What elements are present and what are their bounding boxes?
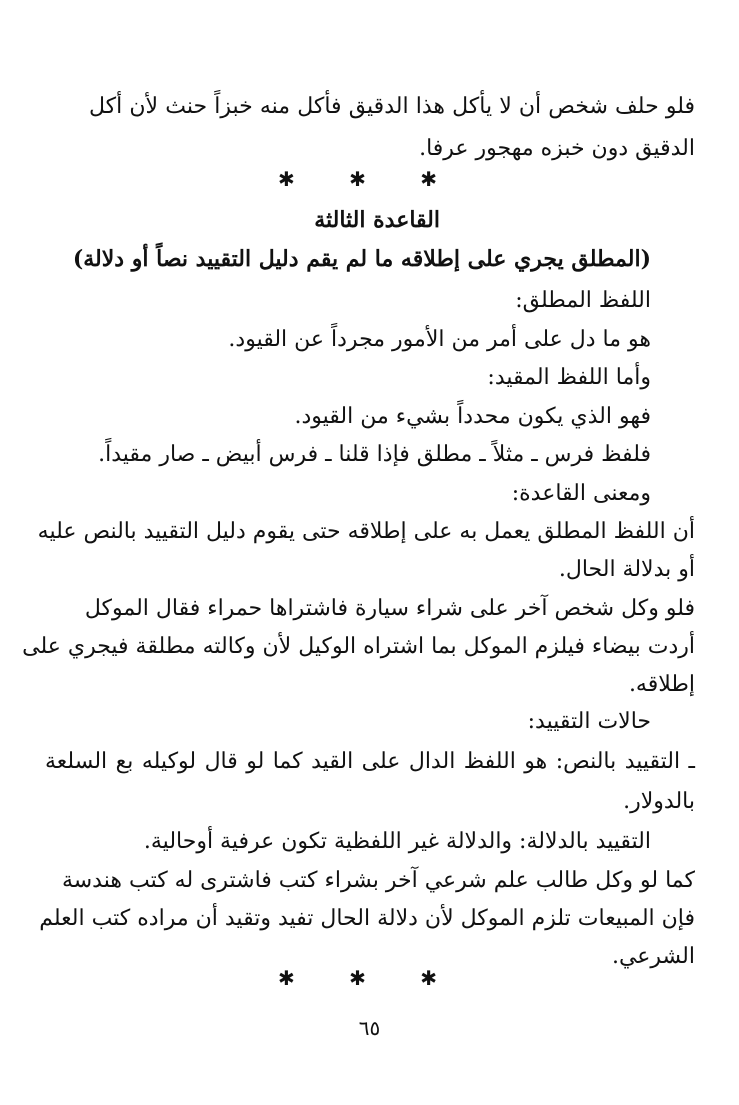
paragraph-line: إطلاقه. [628,672,695,697]
paragraph-line: أو بدلالة الحال. [558,557,695,582]
rule-title: القاعدة الثالثة [314,207,440,233]
absolute-term-heading: اللفظ المطلق: [515,288,651,313]
paragraph-line: الشرعي. [611,944,695,969]
paragraph-line: أردت بيضاء فيلزم الموكل بما اشتراه الوكيل لأن وكالته مطلقة فيجري على [22,634,695,659]
section-separator: ✱ ✱ ✱ [278,167,461,191]
paragraph-line: التقييد بالدلالة: والدلالة غير اللفظية تكون عرفية أوحالية. [143,829,651,854]
paragraph-line: ـ التقييد بالنص: هو اللفظ الدال على القيد كما لو قال لوكيله بع السلعة [45,749,695,774]
restriction-cases-heading: حالات التقييد: [527,709,651,734]
paragraph-line: كما لو وكل طالب علم شرعي آخر بشراء كتب فاشترى له كتب هندسة [61,868,695,893]
paragraph-line: فلو وكل شخص آخر على شراء سيارة فاشتراها حمراء فقال الموكل [84,596,695,621]
rule-statement: (المطلق يجري على إطلاقه ما لم يقم دليل التقييد نصاً أو دلالة) [72,246,651,272]
paragraph-line: الدقيق دون خبزه مهجور عرفا. [419,136,695,161]
absolute-term-definition: هو ما دل على أمر من الأمور مجرداً عن القيود. [228,327,651,352]
restricted-term-example: فلفظ فرس ـ مثلاً ـ مطلق فإذا قلنا ـ فرس أبيض ـ صار مقيداً. [98,442,651,467]
restricted-term-definition: فهو الذي يكون محدداً بشيء من القيود. [294,404,651,429]
paragraph-line: فلو حلف شخص أن لا يأكل هذا الدقيق فأكل منه خبزاً حنث لأن أكل [89,94,695,119]
rule-meaning-heading: ومعنى القاعدة: [511,481,651,506]
section-separator: ✱ ✱ ✱ [278,966,461,990]
restricted-term-heading: وأما اللفظ المقيد: [487,365,651,390]
paragraph-line: فإن المبيعات تلزم الموكل لأن دلالة الحال تفيد وتقيد أن مراده كتب العلم [39,906,695,931]
paragraph-line: أن اللفظ المطلق يعمل به على إطلاقه حتى يقوم دليل التقييد بالنص عليه [37,519,695,544]
page-number: ٦٥ [358,1016,381,1040]
paragraph-line: بالدولار. [623,789,695,814]
